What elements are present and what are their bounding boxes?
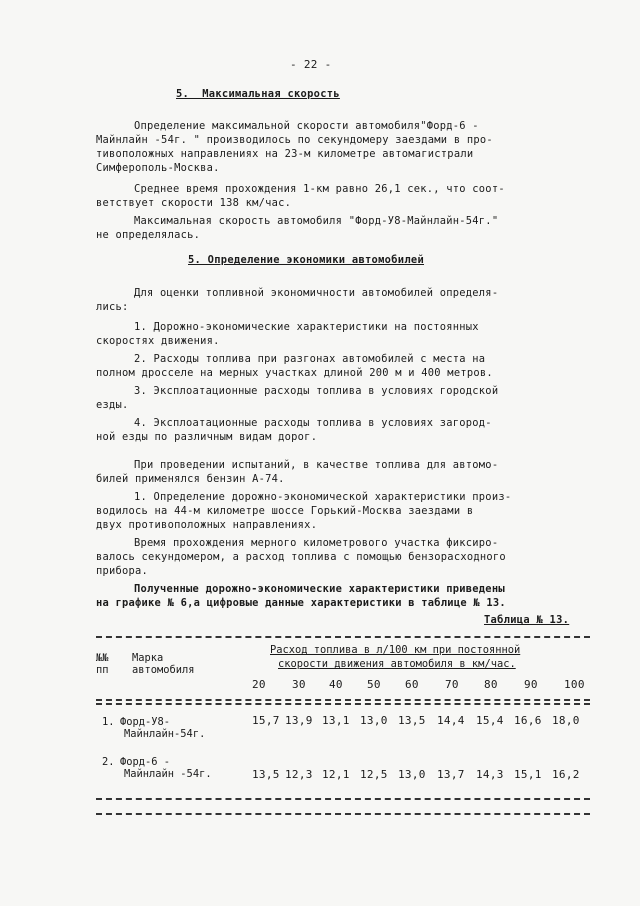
table-top-rule [96,636,590,638]
paragraph-speed-method: Определение максимальной скорости автомобиля"Форд-6 - Майнлайн -54г. " производилось по секундомеру заездами в про- тивоположных направлениях на 23-м километре автомагистрали Симферополь-Москва. [96,120,493,174]
row-value: 15,7 [252,714,280,727]
paragraph-speed-result: Среднее время прохождения 1-км равно 26,1 сек., что соот- ветствует скорости 138 км/час. [96,183,505,209]
speed-header: 70 [445,678,459,691]
speed-header: 80 [484,678,498,691]
row-value: 13,1 [322,714,350,727]
speed-header: 60 [405,678,419,691]
table-header-rule [96,699,590,701]
table-bottom-rule-2 [96,813,590,815]
paragraph-speed-v8: Максимальная скорость автомобиля "Форд-У8-Майнлайн-54г." не определялась. [96,215,499,241]
row-value: 12,1 [322,768,350,781]
col-header-brand: Марка автомобиля [132,652,195,676]
row-number: 1. [102,716,115,728]
row-brand: Форд-У8- Майнлайн-54г. [120,716,206,740]
paragraph-fuel: При проведении испытаний, в качестве топлива для автомо- билей применялся бензин А-74. [96,459,499,485]
list-item-2: 2. Расходы топлива при разгонах автомобилей с места на полном дросселе на мерных участках длиной 200 м и 400 метров. [96,353,493,379]
row-value: 13,9 [285,714,313,727]
row-brand: Форд-6 - Майнлайн -54г. [120,756,212,780]
row-value: 12,3 [285,768,313,781]
row-value: 14,4 [437,714,465,727]
speed-header: 40 [329,678,343,691]
row-value: 16,2 [552,768,580,781]
list-item-3: 3. Эксплоатационные расходы топлива в условиях городской езды. [96,385,499,411]
paragraph-definition: 1. Определение дорожно-экономической характеристики произ- водилось на 44-м километре шоссе Горький-Москва заездами в двух противоположных направлениях. [96,491,512,531]
paragraph-econ-intro: Для оценки топливной экономичности автомобилей определя- лись: [96,287,499,313]
paragraph-result: Полученные дорожно-экономические характеристики приведены на графике № 6,а цифровые данные характеристики в таблице № 13. [96,583,506,609]
table-bottom-rule [96,798,590,800]
row-value: 15,1 [514,768,542,781]
list-item-1: 1. Дорожно-экономические характеристики на постоянных скоростях движения. [96,321,479,347]
row-value: 13,5 [252,768,280,781]
speed-header: 90 [524,678,538,691]
col-header-group-line1: Расход топлива в л/100 км при постоянной [270,644,521,656]
speed-header: 30 [292,678,306,691]
row-value: 13,5 [398,714,426,727]
row-value: 16,6 [514,714,542,727]
row-value: 13,0 [360,714,388,727]
speed-header: 100 [564,678,585,691]
row-value: 13,7 [437,768,465,781]
speed-header: 20 [252,678,266,691]
section-title-max-speed: 5. Максимальная скорость [176,88,340,100]
col-header-no: №№ пп [96,652,109,676]
row-value: 15,4 [476,714,504,727]
table-header-rule-2 [96,703,590,705]
row-value: 18,0 [552,714,580,727]
speed-header: 50 [367,678,381,691]
row-number: 2. [102,756,115,768]
table-caption: Таблица № 13. [484,614,570,626]
row-value: 14,3 [476,768,504,781]
row-value: 12,5 [360,768,388,781]
section-title-economy: 5. Определение экономики автомобилей [188,254,425,266]
row-value: 13,0 [398,768,426,781]
list-item-4: 4. Эксплоатационные расходы топлива в условиях загород- ной езды по различным видам дорог. [96,417,492,443]
col-header-group-line2: скорости движения автомобиля в км/час. [278,658,516,670]
paragraph-timing: Время прохождения мерного километрового участка фиксиро- валось секундомером, а расход топлива с помощью бензорасходного прибора. [96,537,506,577]
page-number: - 22 - [290,58,332,71]
